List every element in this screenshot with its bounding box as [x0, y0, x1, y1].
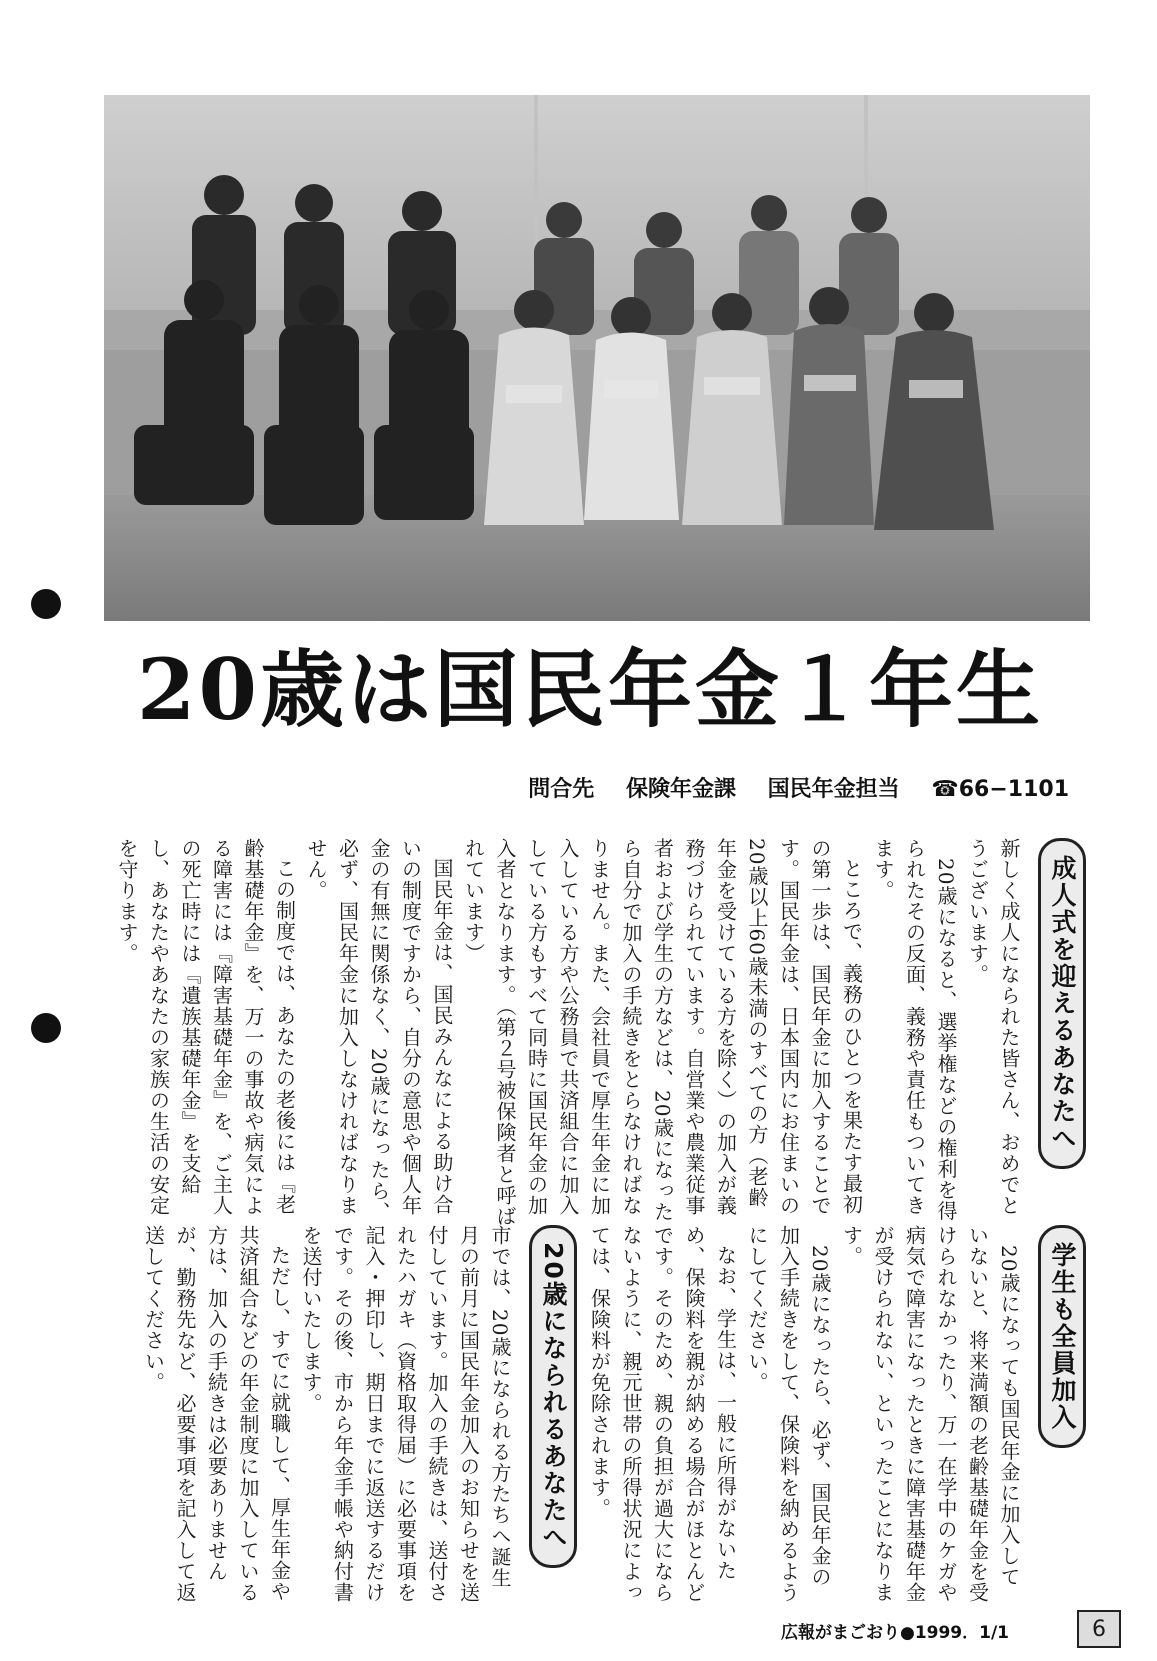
page-headline: 20歳は国民年金１年生 [137, 640, 1043, 739]
contact-label: 問合先 [528, 777, 595, 802]
contact-desk: 国民年金担当 [767, 777, 900, 802]
group-photo-image [104, 95, 1090, 621]
section1-paragraph: ところで、義務のひとつを果たす最初の第一歩は、国民年金に加入することです。国民年金は、日本国内にお住まいの20歳以上60歳未満のすべての方（老齢年金を受けている方を除く）の加入が義務づけられています。自営業や農業従事者および学生の方などは、20歳になったら自分で加入の手続きをとらなければなりません。また、会社員で厚生年金に加入している方や公務員で共済組合に加入している方もすべて同時に国民年金の加入者となります。（第２号被保険者と呼ばれています） [461, 838, 864, 1227]
section3-paragraph: ただし、すでに就職して、厚生年金や共済組合などの年金制度に加入している方は、加入の手続きは必要ありませんが、勤務先など、必要事項を記入して返送してください。 [141, 1225, 292, 1603]
page-number: 6 [1077, 1610, 1121, 1648]
binder-hole-lower [31, 1013, 61, 1043]
group-photo [104, 95, 1090, 621]
section2-paragraph: なお、学生は、一般に所得がないため、保険料を親が納める場合がほとんどです。そのため、親の負担が過大にならないように、親元世帯の所得状況によっては、保険料が免除されます。 [587, 1225, 738, 1603]
article-top-band [104, 838, 1092, 1228]
section1-paragraph: この制度では、あなたの老後には『老齢基礎年金』を、万一の事故や病気による障害には『障害基礎年金』を、ご主人の死亡時には『遺族基礎年金』を支給し、あなたやあなたの家族の生活の安定を守ります。 [115, 838, 297, 1216]
publication-footer: 広報がまごおり●1999．1/1 [780, 1623, 1009, 1643]
section-heading-students: 学生も全員加入 [1038, 1225, 1086, 1448]
contact-phone: ☎66−1101 [931, 777, 1069, 802]
article-bottom-band [104, 1225, 1092, 1605]
section3-paragraph: 市では、20歳になられる方たちへ誕生月の前月に国民年金加入のお知らせを送付しています。加入の手続きは、送付されたハガキ（資格取得届）に必要事項を記入・押印し、期日までに返送するだけです。その後、市から年金手帳や納付書を送付いたします。 [299, 1225, 512, 1603]
section-heading-turning-twenty: 20歳になられるあなたへ [529, 1225, 577, 1568]
contact-info [504, 772, 1069, 803]
section2-paragraph: 20歳になったら、必ず、国民年金の加入手続きをして、保険料を納めるようにしてください。 [745, 1225, 832, 1603]
section1-paragraph: 国民年金は、国民みんなによる助け合いの制度ですから、自分の意思や個人年金の有無に関係なく、20歳になったら、必ず、国民年金に加入しなければなりません。 [304, 838, 454, 1223]
contact-department: 保険年金課 [625, 777, 736, 802]
section2-paragraph: 20歳になっても国民年金に加入していないと、将来満額の老齢基礎年金を受けられなかったり、万一在学中のケガや病気で障害になったときに障害基礎年金が受けられない、といったことになります。 [839, 1225, 1021, 1603]
section1-paragraph: 新しく成人になられた皆さん、おめでとうございます。 [965, 838, 1021, 1216]
binder-hole-upper [31, 589, 61, 619]
section1-paragraph: 20歳になると、選挙権などの権利を得られたその反面、義務や責任もついてきます。 [871, 838, 958, 1222]
section-heading-coming-of-age: 成人式を迎えるあなたへ [1038, 838, 1086, 1169]
